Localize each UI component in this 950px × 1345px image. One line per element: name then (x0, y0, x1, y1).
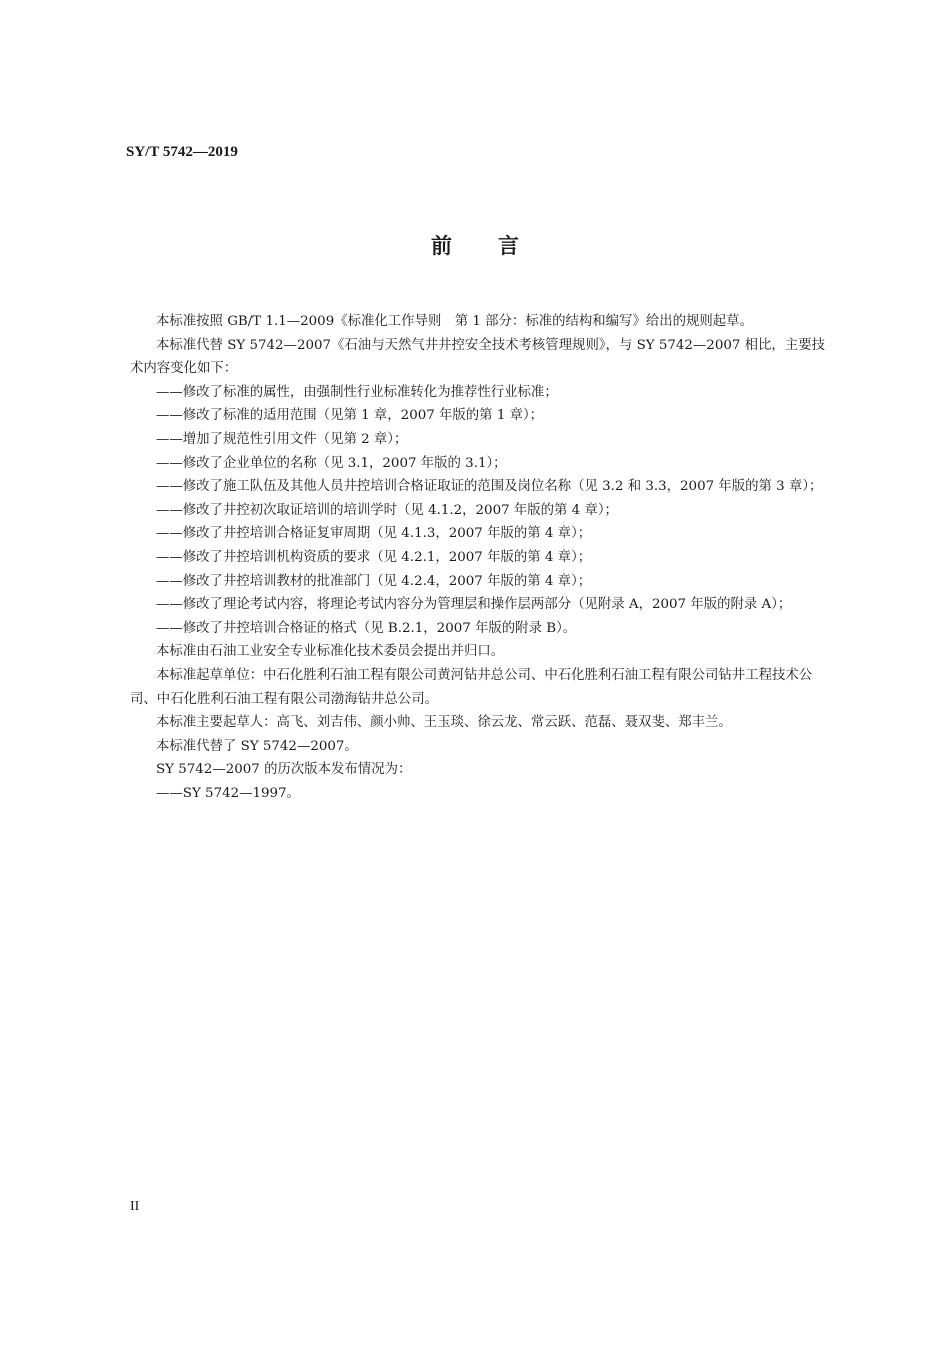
paragraph-drafting-units: 本标准起草单位：中石化胜利石油工程有限公司黄河钻井总公司、中石化胜利石油工程有限公司钻井工程技术公司、中石化胜利石油工程有限公司渤海钻井总公司。 (130, 667, 813, 707)
change-item: ——修改了井控初次取证培训的培训学时（见 4.1.2，2007 年版的第 4 章）； (156, 502, 618, 518)
paragraph-drafting-rules: 本标准按照 GB/T 1.1—2009《标准化工作导则 第 1 部分：标准的结构和编写》给出的规则起草。 (156, 314, 753, 329)
change-item: ——修改了井控培训合格证的格式（见 B.2.1，2007 年版的附录 B）。 (156, 620, 577, 636)
change-item: ——修改了理论考试内容，将理论考试内容分为管理层和操作层两部分（见附录 A，2007 年版的附录 A）； (156, 597, 792, 613)
change-item: ——修改了井控培训合格证复审周期（见 4.1.3，2007 年版的第 4 章）； (156, 526, 592, 542)
document-code: SY/T 5742—2019 (126, 144, 238, 160)
foreword-body (130, 310, 830, 805)
change-item: ——修改了井控培训教材的批准部门（见 4.2.4，2007 年版的第 4 章）； (156, 573, 592, 589)
title-char-1: 前 (431, 234, 452, 258)
paragraph-replaces: 本标准代替了 SY 5742—2007。 (156, 738, 358, 754)
change-item: ——修改了标准的适用范围（见第 1 章，2007 年版的第 1 章）； (156, 408, 544, 424)
paragraph-history: SY 5742—2007 的历次版本发布情况为： (156, 762, 412, 778)
page-number: II (130, 1199, 140, 1214)
change-item: ——修改了标准的属性，由强制性行业标准转化为推荐性行业标准； (156, 384, 558, 400)
title-char-2: 言 (498, 234, 519, 258)
page-title (0, 230, 950, 260)
change-item: ——增加了规范性引用文件（见第 2 章）； (156, 431, 408, 447)
paragraph-proposer: 本标准由石油工业安全专业标准化技术委员会提出并归口。 (156, 644, 505, 660)
paragraph-drafters: 本标准主要起草人：高飞、刘吉伟、颜小帅、王玉琰、徐云龙、常云跃、范磊、聂双斐、郑丰兰。 (156, 715, 732, 731)
changes-list (130, 381, 830, 641)
change-item: ——修改了井控培训机构资质的要求（见 4.2.1，2007 年版的第 4 章）； (156, 549, 592, 565)
history-item: ——SY 5742—1997。 (156, 785, 300, 801)
change-item: ——修改了企业单位的名称（见 3.1，2007 年版的 3.1）； (156, 455, 507, 471)
paragraph-replacement: 本标准代替 SY 5742—2007《石油与天然气井井控安全技术考核管理规则》，与 SY 5742—2007 相比，主要技术内容变化如下： (130, 337, 825, 377)
change-item: ——修改了施工队伍及其他人员井控培训合格证取证的范围及岗位名称（见 3.2 和 3.3，2007 年版的第 3 章）； (156, 479, 823, 495)
